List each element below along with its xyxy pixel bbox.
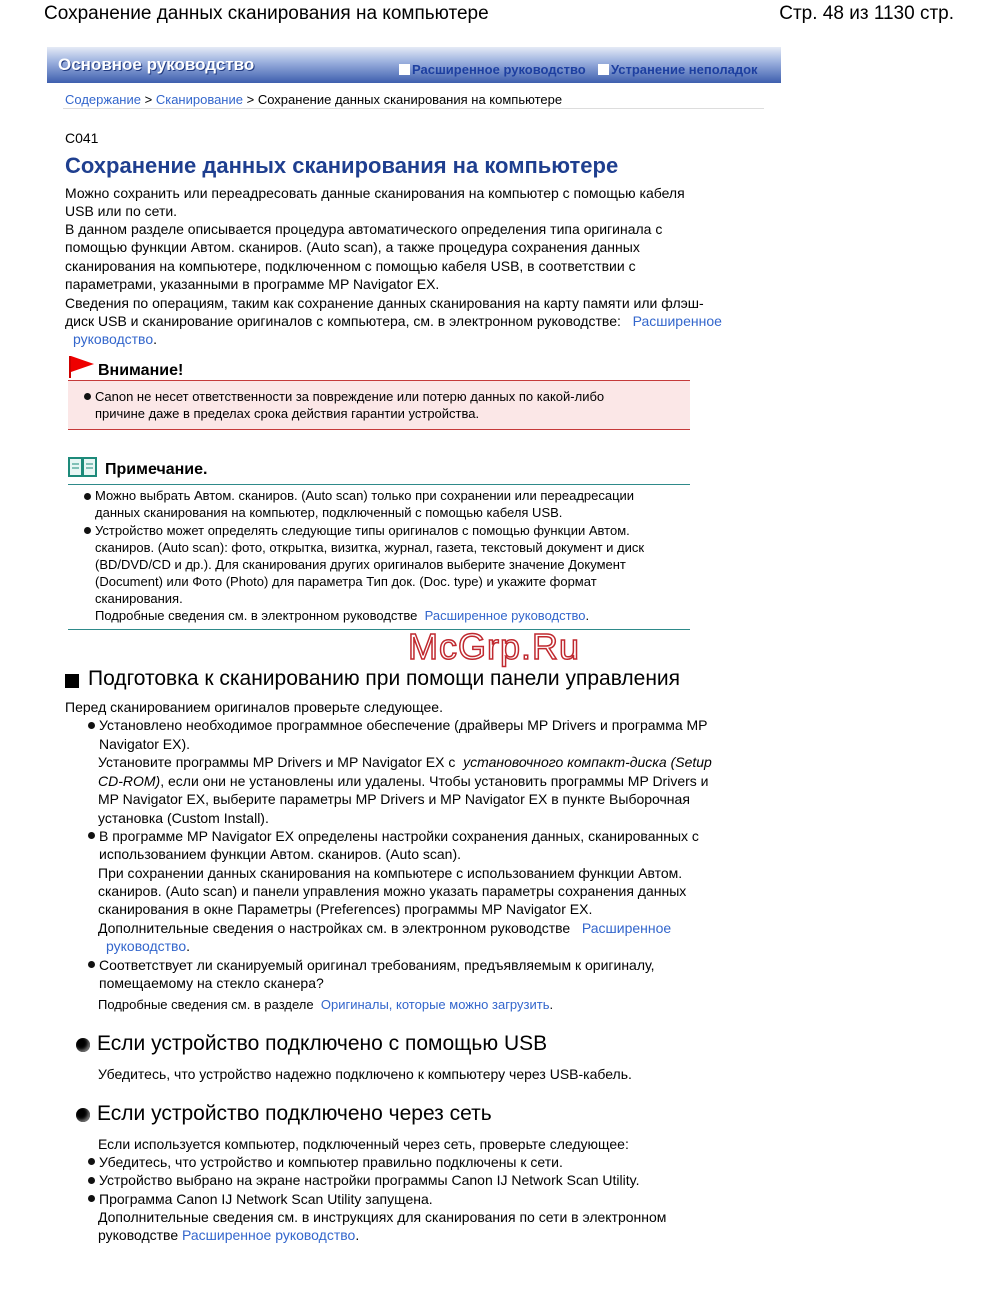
bullet-icon [88,1158,95,1165]
divider [68,484,690,485]
bullet-icon [88,722,95,729]
bullet-icon [84,493,91,500]
bullet-icon [88,961,95,968]
prep-text: помещаемому на стекло сканера? [99,975,324,991]
advanced-guide-link[interactable]: Расширенное [632,313,722,329]
prep-text: использованием функции Автом. сканиров. (Auto scan). [99,846,462,862]
caution-title: Внимание! [98,362,184,379]
banner-title: Основное руководство [58,55,255,74]
square-icon [399,64,410,75]
prep-text: При сохранении данных сканирования на компьютере с использованием функции Автом. [98,865,683,881]
note-text: Подробные сведения см. в электронном руководстве Расширенное руководство. [95,608,590,623]
advanced-guide-link[interactable]: Расширенное руководство [399,62,586,77]
intro-line: Можно сохранить или переадресовать данные сканирования на компьютер с помощью кабеля [65,185,685,201]
prep-text: Установлено необходимое программное обеспечение (драйверы MP Drivers и программа MP [99,717,708,733]
note-text: Устройство может определять следующие типы оригиналов с помощью функции Автом. [95,523,630,538]
bullet-icon [76,1038,90,1052]
prep-text: В программе MP Navigator EX определены настройки сохранения данных, сканированных с [99,828,699,844]
note-text: сканирования. [95,591,183,606]
prep-text: установка (Custom Install). [98,810,269,826]
divider [68,629,690,630]
note-text: данных сканирования на компьютер, подключенный с помощью кабеля USB. [95,505,563,520]
network-text: Если используется компьютер, подключенный через сеть, проверьте следующее: [98,1136,629,1152]
prep-text: Соответствует ли сканируемый оригинал требованиям, предъявляемым к оригиналу, [99,957,655,973]
manual-banner [47,47,781,83]
breadcrumb-contents[interactable]: Содержание [65,92,141,107]
watermark: McGrp.Ru [408,626,581,667]
book-icon [68,456,98,478]
prep-text: Подробные сведения см. в разделе Оригиналы, которые можно загрузить. [98,997,554,1012]
section-heading: Если устройство подключено через сеть [97,1102,492,1125]
bullet-icon [84,527,91,534]
intro-line: помощью функции Автом. сканиров. (Auto scan), а также процедура сохранения данных [65,239,640,255]
network-text: Убедитесь, что устройство и компьютер правильно подключены к сети. [99,1154,563,1170]
prep-text: сканиров. (Auto scan) и панели управления можно указать параметры сохранения данных [98,883,687,899]
intro-line: USB или по сети. [65,203,178,219]
square-bullet-icon [65,674,79,688]
square-icon [598,64,609,75]
prep-intro: Перед сканированием оригиналов проверьте следующее. [65,699,443,715]
prep-text: сканирования в окне Параметры (Preferences) программы MP Navigator EX. [98,901,593,917]
bullet-icon [76,1108,90,1122]
bullet-icon [88,832,95,839]
intro-line: В данном разделе описывается процедура автоматического определения типа оригинала с [65,221,663,237]
breadcrumb [65,92,562,107]
section-code: C041 [65,130,99,146]
flag-icon [68,355,96,379]
intro-line: руководство. [73,331,157,347]
advanced-guide-link[interactable]: Расширенное [581,920,672,936]
prep-text: CD-ROM), если они не установлены или удалены. Чтобы установить программы MP Drivers и [98,773,709,789]
section-heading: Подготовка к сканированию при помощи панели управления [88,667,681,690]
breadcrumb-separator: > [246,92,255,107]
bullet-icon [84,393,91,400]
caution-text: Canon не несет ответственности за повреждение или потерю данных по какой-либо [95,389,605,404]
troubleshooting-link[interactable]: Устранение неполадок [598,62,758,77]
intro-line: Сведения по операциям, таким как сохранение данных сканирования на карту памяти или флэш- [65,295,704,311]
network-text: Программа Canon IJ Network Scan Utility запущена. [99,1191,433,1207]
section-heading: Если устройство подключено с помощью USB [97,1032,548,1055]
prep-text: Navigator EX). [99,736,191,752]
page-title: Сохранение данных сканирования на компьютере [65,153,619,178]
network-text: Дополнительные сведения см. в инструкциях для сканирования по сети в электронном [98,1209,667,1225]
advanced-guide-link[interactable]: Расширенное руководство [424,608,586,623]
prep-text: руководство. [106,938,190,954]
prep-text: Установите программы MP Drivers и MP Navigator EX с установочного компакт-диска (Setup [98,754,712,770]
originals-link[interactable]: Оригиналы, которые можно загрузить [320,997,550,1012]
note-title: Примечание. [105,461,208,478]
page-counter: Стр. 48 из 1130 стр. [779,3,954,24]
prep-text: Дополнительные сведения о настройках см. в электронном руководстве Расширенное [98,920,672,936]
intro-line: параметрами, указанными в программе MP Navigator EX. [65,276,440,292]
caution-text: причине даже в пределах срока действия гарантии устройства. [95,406,480,421]
note-text: (BD/DVD/CD и др.). Для сканирования других оригиналов выберите значение Документ [95,557,626,572]
usb-text: Убедитесь, что устройство надежно подключено к компьютеру через USB-кабель. [98,1066,632,1082]
intro-line: диск USB и сканирование оригиналов с компьютера, см. в электронном руководстве: Расширенное [65,313,722,329]
bullet-icon [88,1195,95,1202]
breadcrumb-separator: > [144,92,153,107]
advanced-guide-link[interactable]: Расширенное руководство [182,1227,356,1243]
network-text: руководстве Расширенное руководство. [98,1227,360,1243]
prep-text: MP Navigator EX, выберите параметры MP Drivers и MP Navigator EX в пункте Выборочная [98,791,690,807]
bullet-icon [88,1177,95,1184]
network-text: Устройство выбрано на экране настройки программы Canon IJ Network Scan Utility. [99,1172,640,1188]
advanced-guide-link[interactable]: руководство [73,331,154,347]
note-text: сканиров. (Auto scan): фото, открытка, визитка, журнал, газета, текстовый документ и диск [95,540,645,555]
note-text: Можно выбрать Автом. сканиров. (Auto scan) только при сохранении или переадресации [95,488,635,503]
divider [63,108,764,109]
advanced-guide-link[interactable]: руководство [106,938,187,954]
document-title: Сохранение данных сканирования на компьютере [44,3,489,24]
intro-line: сканирования на компьютере, подключенном с помощью кабеля USB, в соответствии с [65,258,636,274]
note-text: (Document) или Фото (Photo) для параметра Тип док. (Doc. type) и укажите формат [95,574,597,589]
breadcrumb-current: Сохранение данных сканирования на компьютере [257,92,563,107]
breadcrumb-scanning[interactable]: Сканирование [155,92,243,107]
